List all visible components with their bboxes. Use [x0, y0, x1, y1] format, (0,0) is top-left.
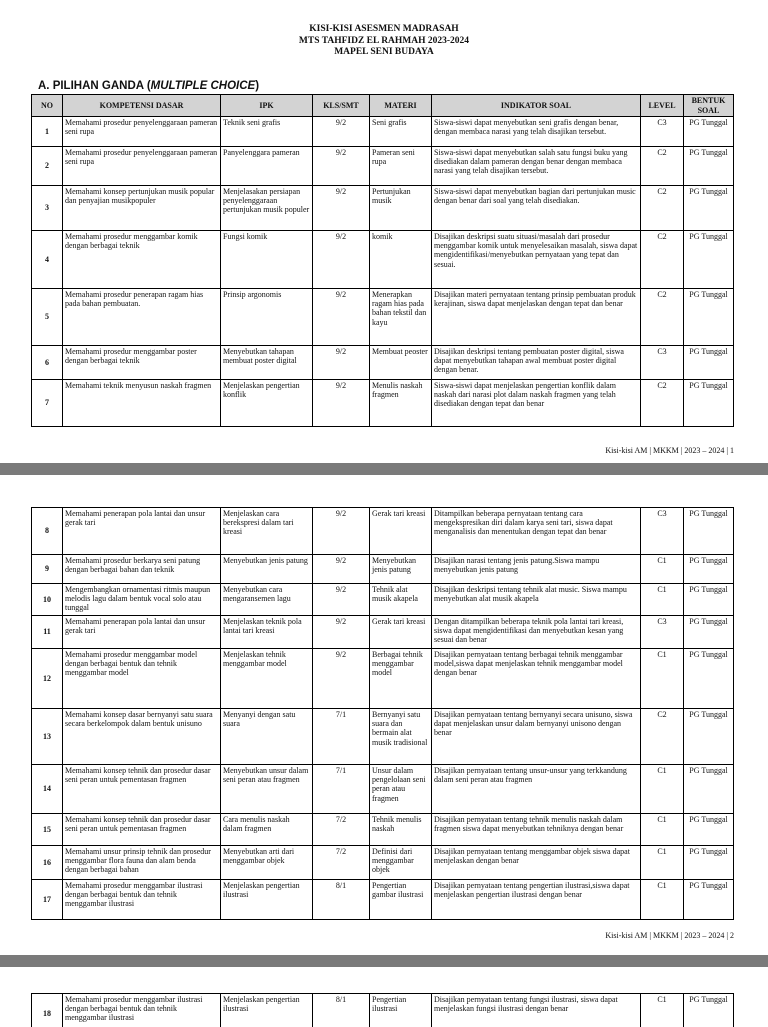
- indikator-soal-cell: Disajikan deskripsi tentang tehnik alat music. Siswa mampu menyebutkan alat musik akapela: [432, 584, 641, 616]
- materi-cell: Pertunjukan musik: [370, 186, 432, 231]
- bentuk-soal-cell: PG Tunggal: [684, 584, 734, 616]
- materi-cell: Unsur dalam pengelolaan seni peran atau fragmen: [370, 765, 432, 814]
- indikator-soal-cell: Disajikan pernyataan tentang pengertian ilustrasi,siswa dapat menjelaskan pengertian ilustrasi dengan benar: [432, 880, 641, 920]
- indikator-soal-cell: Disajikan pernyataan tentang tehnik menulis naskah dalam fragmen siswa dapat menyebutkan tehniknya dengan benar: [432, 814, 641, 846]
- row-number: 9: [32, 555, 63, 584]
- row-number: 14: [32, 765, 63, 814]
- indikator-soal-cell: Disajikan pernyataan tentang unsur-unsur yang terkkandung dalam seni peran atau fragmen: [432, 765, 641, 814]
- section-heading: A. PILIHAN GANDA (MULTIPLE CHOICE): [38, 80, 259, 92]
- materi-cell: Menulis naskah fragmen: [370, 380, 432, 427]
- table-row: [32, 846, 734, 880]
- kls-smt-cell: 9/2: [313, 231, 370, 289]
- column-header-ipk: IPK: [221, 95, 313, 117]
- materi-cell: Tehnik alat musik akapela: [370, 584, 432, 616]
- row-number: 7: [32, 380, 63, 427]
- table-row: [32, 231, 734, 289]
- level-cell: C1: [641, 994, 684, 1027]
- kompetensi-dasar-cell: Memahami prosedur penyelenggaraan pameran seni rupa: [63, 117, 221, 147]
- kls-smt-cell: 9/2: [313, 555, 370, 584]
- table-row: [32, 880, 734, 920]
- indikator-soal-cell: Dengan ditampilkan beberapa teknik pola lantai tari kreasi, siswa dapat mengidentifikasi dan menyebutkan kesan yang sesuai dan benar: [432, 616, 641, 649]
- level-cell: C2: [641, 231, 684, 289]
- document-header: [0, 24, 768, 59]
- header-school: MTS TAHFIDZ EL RAHMAH 2023-2024: [0, 36, 768, 48]
- bentuk-soal-cell: PG Tunggal: [684, 709, 734, 765]
- ipk-cell: Menyanyi dengan satu suara: [221, 709, 313, 765]
- kls-smt-cell: 9/2: [313, 147, 370, 186]
- materi-cell: Pengertian gambar ilustrasi: [370, 880, 432, 920]
- table-row: [32, 709, 734, 765]
- kompetensi-dasar-cell: Memahami prosedur penerapan ragam hias pada bahan pembuatan.: [63, 289, 221, 346]
- materi-cell: Menyebutkan jenis patung: [370, 555, 432, 584]
- bentuk-soal-cell: PG Tunggal: [684, 649, 734, 709]
- kompetensi-dasar-cell: Memahami prosedur menggambar komik dengan berbagai teknik: [63, 231, 221, 289]
- kompetensi-dasar-cell: Memahami konsep dasar bernyanyi satu suara secara berkelompok dalam bentuk unisuno: [63, 709, 221, 765]
- kls-smt-cell: 9/2: [313, 289, 370, 346]
- row-number: 13: [32, 709, 63, 765]
- kompetensi-dasar-cell: Memahami prosedur menggambar poster dengan berbagai teknik: [63, 346, 221, 380]
- row-number: 8: [32, 508, 63, 555]
- table-row: [32, 289, 734, 346]
- kompetensi-dasar-cell: Memahami prosedur menggambar ilustrasi dengan berbagai bentuk dan tehnik menggambar ilustrasi: [63, 880, 221, 920]
- kompetensi-dasar-cell: Memahami konsep tehnik dan prosedur dasar seni peran untuk pementasan fragmen: [63, 765, 221, 814]
- column-header-bentuk-soal: BENTUK SOAL: [684, 95, 734, 117]
- table-row: [32, 186, 734, 231]
- bentuk-soal-cell: PG Tunggal: [684, 346, 734, 380]
- kompetensi-dasar-cell: Memahami prosedur berkarya seni patung dengan berbagai bahan dan teknik: [63, 555, 221, 584]
- ipk-cell: Teknik seni grafis: [221, 117, 313, 147]
- table-row: [32, 555, 734, 584]
- materi-cell: Gerak tari kreasi: [370, 508, 432, 555]
- table-row: [32, 814, 734, 846]
- ipk-cell: Fungsi komik: [221, 231, 313, 289]
- column-header-kls-smt: KLS/SMT: [313, 95, 370, 117]
- materi-cell: Seni grafis: [370, 117, 432, 147]
- row-number: 3: [32, 186, 63, 231]
- kls-smt-cell: 9/2: [313, 380, 370, 427]
- table-row: [32, 649, 734, 709]
- level-cell: C2: [641, 186, 684, 231]
- kls-smt-cell: 7/2: [313, 814, 370, 846]
- bentuk-soal-cell: PG Tunggal: [684, 289, 734, 346]
- materi-cell: Pameran seni rupa: [370, 147, 432, 186]
- bentuk-soal-cell: PG Tunggal: [684, 765, 734, 814]
- kls-smt-cell: 8/1: [313, 880, 370, 920]
- ipk-cell: Menjelaskan tehnik menggambar model: [221, 649, 313, 709]
- column-header-indikator-soal: INDIKATOR SOAL: [432, 95, 641, 117]
- ipk-cell: Menyebutkan arti dari menggambar objek: [221, 846, 313, 880]
- bentuk-soal-cell: PG Tunggal: [684, 231, 734, 289]
- column-header-kompetensi-dasar: KOMPETENSI DASAR: [63, 95, 221, 117]
- level-cell: C1: [641, 584, 684, 616]
- bentuk-soal-cell: PG Tunggal: [684, 555, 734, 584]
- level-cell: C2: [641, 380, 684, 427]
- column-header-no: NO: [32, 95, 63, 117]
- level-cell: C2: [641, 709, 684, 765]
- kisi-kisi-table-page-1: [31, 94, 734, 427]
- kls-smt-cell: 9/2: [313, 186, 370, 231]
- level-cell: C2: [641, 147, 684, 186]
- row-number: 11: [32, 616, 63, 649]
- row-number: 15: [32, 814, 63, 846]
- ipk-cell: Panyelenggara pameran: [221, 147, 313, 186]
- row-number: 6: [32, 346, 63, 380]
- level-cell: C2: [641, 289, 684, 346]
- level-cell: C1: [641, 555, 684, 584]
- kompetensi-dasar-cell: Memahami unsur prinsip tehnik dan prosedur menggambar flora fauna dan alam benda dengan berbagai bahan: [63, 846, 221, 880]
- kls-smt-cell: 7/1: [313, 709, 370, 765]
- kls-smt-cell: 9/2: [313, 649, 370, 709]
- kisi-kisi-table-page-3: [31, 993, 734, 1027]
- kompetensi-dasar-cell: Memahami konsep pertunjukan musik popular dan penyajian musikpopuler: [63, 186, 221, 231]
- kompetensi-dasar-cell: Memahami prosedur menggambar ilustrasi dengan berbagai bentuk dan tehnik menggambar ilustrasi: [63, 994, 221, 1027]
- indikator-soal-cell: Disajikan pernyataan tentang menggambar objek siswa dapat menjelaskan dengan benar: [432, 846, 641, 880]
- row-number: 12: [32, 649, 63, 709]
- materi-cell: Membuat peoster: [370, 346, 432, 380]
- indikator-soal-cell: Disajikan deskripsi tentang pembuatan poster digital, siswa dapat menyebutkan tahapan awal membuat poster digital dengan benar.: [432, 346, 641, 380]
- level-cell: C3: [641, 616, 684, 649]
- page-footer: Kisi-kisi AM | MKKM | 2023 – 2024 | 2: [605, 931, 734, 940]
- materi-cell: Bernyanyi satu suara dan bermain alat musik tradisional: [370, 709, 432, 765]
- row-number: 5: [32, 289, 63, 346]
- row-number: 1: [32, 117, 63, 147]
- bentuk-soal-cell: PG Tunggal: [684, 186, 734, 231]
- materi-cell: Pengertian ilustrasi: [370, 994, 432, 1027]
- row-number: 16: [32, 846, 63, 880]
- kls-smt-cell: 9/2: [313, 117, 370, 147]
- level-cell: C3: [641, 346, 684, 380]
- table-header-row: [32, 95, 734, 117]
- materi-cell: Menerapkan ragam hias pada bahan tekstil dan kayu: [370, 289, 432, 346]
- bentuk-soal-cell: PG Tunggal: [684, 380, 734, 427]
- indikator-soal-cell: Disajikan pernyataan tentang berbagai tehnik menggambar model,siswa dapat menjelaskan tehnik menggambar model dengan benar: [432, 649, 641, 709]
- row-number: 4: [32, 231, 63, 289]
- column-header-materi: MATERI: [370, 95, 432, 117]
- materi-cell: Tehnik menulis naskah: [370, 814, 432, 846]
- indikator-soal-cell: Siswa-siswi dapat menjelaskan pengertian konflik dalam naskah dari narasi plot dalam naskah fragmen yang telah disediakan dengan tepat dan benar: [432, 380, 641, 427]
- kompetensi-dasar-cell: Memahami teknik menyusun naskah fragmen: [63, 380, 221, 427]
- kompetensi-dasar-cell: Memahami prosedur penyelenggaraan pameran seni rupa: [63, 147, 221, 186]
- level-cell: C1: [641, 814, 684, 846]
- bentuk-soal-cell: PG Tunggal: [684, 508, 734, 555]
- document-page-2: [0, 475, 768, 955]
- bentuk-soal-cell: PG Tunggal: [684, 994, 734, 1027]
- bentuk-soal-cell: PG Tunggal: [684, 147, 734, 186]
- table-row: [32, 147, 734, 186]
- ipk-cell: Menjelasakan persiapan penyelenggaraan pertunjukan musik populer: [221, 186, 313, 231]
- kompetensi-dasar-cell: Memahami prosedur menggambar model dengan berbagai bentuk dan tehnik menggambar model: [63, 649, 221, 709]
- page-footer: Kisi-kisi AM | MKKM | 2023 – 2024 | 1: [605, 446, 734, 455]
- column-header-level: LEVEL: [641, 95, 684, 117]
- table-row: [32, 994, 734, 1027]
- indikator-soal-cell: Siswa-siswi dapat menyebutkan salah satu fungsi buku yang disediakan dalam pameran dengan benar dengan membaca narasi yang telah disajikan tersebut.: [432, 147, 641, 186]
- materi-cell: komik: [370, 231, 432, 289]
- kls-smt-cell: 9/2: [313, 616, 370, 649]
- materi-cell: Definisi dari menggambar objek: [370, 846, 432, 880]
- ipk-cell: Menjelaskan pengertian ilustrasi: [221, 880, 313, 920]
- table-row: [32, 380, 734, 427]
- indikator-soal-cell: Disajikan materi pernyataan tentang prinsip pembuatan produk kerajinan, siswa dapat menjelaskan dengan tepat dan benar: [432, 289, 641, 346]
- ipk-cell: Menyebutkan jenis patung: [221, 555, 313, 584]
- table-row: [32, 765, 734, 814]
- header-title: KISI-KISI ASESMEN MADRASAH: [0, 24, 768, 36]
- document-page-1: [0, 0, 768, 463]
- level-cell: C1: [641, 649, 684, 709]
- materi-cell: Berbagai tehnik menggambar model: [370, 649, 432, 709]
- row-number: 18: [32, 994, 63, 1027]
- bentuk-soal-cell: PG Tunggal: [684, 846, 734, 880]
- table-row: [32, 584, 734, 616]
- ipk-cell: Menjelaskan pengertian konflik: [221, 380, 313, 427]
- bentuk-soal-cell: PG Tunggal: [684, 880, 734, 920]
- level-cell: C1: [641, 765, 684, 814]
- ipk-cell: Menyebutkan cara mengaransemen lagu: [221, 584, 313, 616]
- kls-smt-cell: 9/2: [313, 346, 370, 380]
- materi-cell: Gerak tari kreasi: [370, 616, 432, 649]
- indikator-soal-cell: Disajikan pernyataan tentang fungsi ilustrasi, siswa dapat menjelaskan fungsi ilustrasi dengan benar: [432, 994, 641, 1027]
- kisi-kisi-table-page-2: [31, 507, 734, 920]
- kompetensi-dasar-cell: Memahami penerapan pola lantai dan unsur gerak tari: [63, 616, 221, 649]
- ipk-cell: Prinsip argonomis: [221, 289, 313, 346]
- kls-smt-cell: 9/2: [313, 584, 370, 616]
- document-page-3: [0, 967, 768, 1027]
- level-cell: C1: [641, 846, 684, 880]
- table-row: [32, 508, 734, 555]
- level-cell: C3: [641, 117, 684, 147]
- ipk-cell: Cara menulis naskah dalam fragmen: [221, 814, 313, 846]
- bentuk-soal-cell: PG Tunggal: [684, 814, 734, 846]
- level-cell: C1: [641, 880, 684, 920]
- kompetensi-dasar-cell: Memahami penerapan pola lantai dan unsur gerak tari: [63, 508, 221, 555]
- kls-smt-cell: 9/2: [313, 508, 370, 555]
- ipk-cell: Menjelaskan pengertian ilustrasi: [221, 994, 313, 1027]
- header-subject: MAPEL SENI BUDAYA: [0, 47, 768, 59]
- row-number: 2: [32, 147, 63, 186]
- level-cell: C3: [641, 508, 684, 555]
- indikator-soal-cell: Disajikan deskripsi suatu situasi/masalah dari prosedur menggambar komik untuk menyelesaikan masalah, siswa dapat mengidentifikasi/menyebutkan pernyataan yang tepat dan sesuai.: [432, 231, 641, 289]
- kls-smt-cell: 7/2: [313, 846, 370, 880]
- ipk-cell: Menjelaskan cara berekspresi dalam tari kreasi: [221, 508, 313, 555]
- row-number: 17: [32, 880, 63, 920]
- table-row: [32, 616, 734, 649]
- bentuk-soal-cell: PG Tunggal: [684, 117, 734, 147]
- table-row: [32, 117, 734, 147]
- kompetensi-dasar-cell: Memahami konsep tehnik dan prosedur dasar seni peran untuk pementasan fragmen: [63, 814, 221, 846]
- kompetensi-dasar-cell: Mengembangkan ornamentasi ritmis maupun melodis lagu dalam bentuk vocal solo atau tunggal: [63, 584, 221, 616]
- ipk-cell: Menyebutkan tahapan membuat poster digital: [221, 346, 313, 380]
- indikator-soal-cell: Siswa-siswi dapat menyebutkan seni grafis dengan benar, dengan membaca narasi yang telah disajikan tersebut.: [432, 117, 641, 147]
- indikator-soal-cell: Siswa-siswi dapat menyebutkan bagian dari pertunjukan music dengan benar dari soal yang telah disediakan.: [432, 186, 641, 231]
- ipk-cell: Menyebutkan unsur dalam seni peran atau fragmen: [221, 765, 313, 814]
- kls-smt-cell: 7/1: [313, 765, 370, 814]
- indikator-soal-cell: Disajikan pernyataan tentang bernyanyi secara unisuno, siswa dapat menjelaskan unsur dalam bernyanyi unisono dengan benar: [432, 709, 641, 765]
- kls-smt-cell: 8/1: [313, 994, 370, 1027]
- bentuk-soal-cell: PG Tunggal: [684, 616, 734, 649]
- row-number: 10: [32, 584, 63, 616]
- indikator-soal-cell: Disajikan narasi tentang jenis patung.Siswa mampu menyebutkan jenis patung: [432, 555, 641, 584]
- ipk-cell: Menjelaskan teknik pola lantai tari kreasi: [221, 616, 313, 649]
- indikator-soal-cell: Ditampilkan beberapa pernyataan tentang cara mengekspresikan diri dalam karya seni tari, siswa dapat menganalisis dan menentukan dengan tepat dan benar: [432, 508, 641, 555]
- table-row: [32, 346, 734, 380]
